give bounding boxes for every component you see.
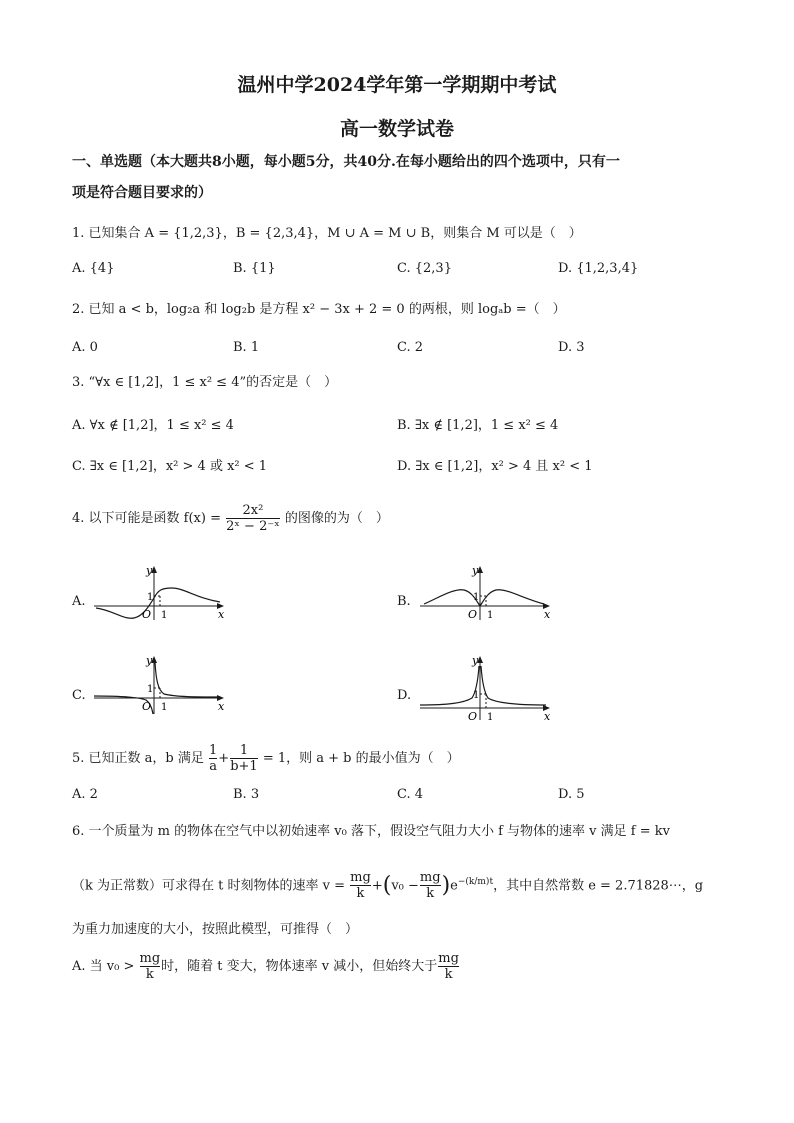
q4-option-b-label: B. bbox=[397, 594, 411, 609]
q6-line2-paren-close: ) bbox=[441, 872, 451, 898]
graph-c-x-label: x bbox=[218, 700, 225, 713]
q4-fraction bbox=[226, 503, 280, 534]
q5-fraction-2 bbox=[230, 743, 258, 774]
graph-d-curve-left bbox=[420, 666, 479, 705]
q6-l2f1-num: mg bbox=[350, 870, 371, 886]
q6-optA-fraction-2 bbox=[438, 951, 459, 982]
graph-c-curve-right bbox=[155, 662, 220, 697]
q5-option-c: C. 4 bbox=[397, 787, 424, 802]
q5-f2-den: b+1 bbox=[230, 759, 258, 774]
q5-stem-pre: 5. 已知正数 a，b 满足 bbox=[72, 751, 204, 766]
q4-option-a-label: A. bbox=[72, 594, 86, 609]
graph-a-x-label: x bbox=[218, 608, 225, 621]
q5-stem-post: = 1，则 a + b 的最小值为（ ） bbox=[262, 751, 460, 766]
q2-stem: 2. 已知 a < b，log₂a 和 log₂b 是方程 x² − 3x + 2 = 0 的两根，则 logₐb =（ ） bbox=[72, 302, 566, 317]
q6-optA-f2-den: k bbox=[444, 967, 453, 982]
q6-line2-pre: （k 为正常数）可求得在 t 时刻物体的速率 v = bbox=[72, 878, 346, 894]
q6-line2-fraction-2 bbox=[420, 870, 441, 901]
graph-d-curve-right bbox=[481, 666, 546, 705]
q5-plus: + bbox=[218, 751, 230, 766]
q5-option-b: B. 3 bbox=[233, 787, 260, 802]
q6-l2f2-num: mg bbox=[419, 870, 441, 886]
graph-d-y-one: 1 bbox=[473, 690, 480, 701]
q6-optA-f-num: mg bbox=[139, 951, 161, 966]
q6-line2-paren-inner: v₀ − bbox=[391, 878, 419, 894]
graph-c-y-one: 1 bbox=[147, 684, 154, 695]
q6-l2f1-den: k bbox=[356, 886, 365, 902]
q4-stem bbox=[72, 502, 389, 536]
q4-frac-num: 2x² bbox=[226, 503, 280, 519]
q5-f1-num: 1 bbox=[209, 743, 218, 758]
q3-option-d: D. ∃x ∈ [1,2]，x² > 4 且 x² < 1 bbox=[397, 459, 593, 474]
graph-b-origin: O bbox=[468, 608, 478, 621]
graph-d-origin: O bbox=[468, 710, 478, 722]
graph-b-x-label: x bbox=[544, 608, 551, 621]
graph-c-x-one: 1 bbox=[161, 702, 168, 713]
q6-line2-exponent: −(k/m)t bbox=[457, 877, 494, 887]
q1-stem: 1. 已知集合 A = {1,2,3}，B = {2,3,4}，M ∪ A = M ∪ B，则集合 M 可以是（ ） bbox=[72, 226, 582, 241]
q3-option-b: B. ∃x ∉ [1,2]，1 ≤ x² ≤ 4 bbox=[397, 418, 559, 433]
graph-a bbox=[92, 560, 232, 622]
graph-d-y-label: y bbox=[472, 654, 479, 667]
q5-stem bbox=[72, 742, 460, 776]
exam-subtitle: 高一数学试卷 bbox=[339, 118, 454, 140]
graph-b-y-one: 1 bbox=[473, 592, 480, 603]
graph-a-y-label: y bbox=[146, 564, 153, 577]
q4-stem-pre: 4. 以下可能是函数 f(x) = bbox=[72, 511, 221, 526]
section-heading-cont: 项是符合题目要求的） bbox=[72, 185, 212, 201]
q4-stem-post: 的图像的为（ ） bbox=[284, 511, 389, 526]
q1-option-c: C. {2,3} bbox=[397, 261, 452, 276]
q6-optA-f2-num: mg bbox=[438, 951, 459, 966]
graph-b bbox=[418, 560, 558, 622]
graph-a-y-one: 1 bbox=[147, 592, 154, 603]
graph-d-x-label: x bbox=[544, 710, 551, 722]
q2-option-a: A. 0 bbox=[72, 340, 98, 355]
graph-c-origin: O bbox=[142, 700, 152, 713]
q6-optA-f-den: k bbox=[145, 967, 154, 982]
q6-optA-post: 时，随着 t 变大，物体速率 v 减小，但始终大于 bbox=[161, 959, 438, 974]
q1-option-a: A. {4} bbox=[72, 261, 115, 276]
q2-option-c: C. 2 bbox=[397, 340, 424, 355]
q6-l2f2-den: k bbox=[426, 886, 435, 902]
q2-option-d: D. 3 bbox=[558, 340, 585, 355]
graph-c bbox=[92, 650, 232, 716]
q5-fraction-1 bbox=[209, 743, 217, 774]
q6-line2-fraction-1 bbox=[350, 870, 371, 901]
graph-b-curve bbox=[424, 590, 544, 606]
q5-f2-num: 1 bbox=[230, 743, 258, 759]
q4-frac-den: 2ˣ − 2⁻ˣ bbox=[226, 519, 280, 534]
graph-a-origin: O bbox=[142, 608, 152, 621]
section-heading: 一、单选题（本大题共8小题，每小题5分，共40分.在每小题给出的四个选项中，只有一 bbox=[72, 154, 620, 170]
graph-a-x-one: 1 bbox=[161, 610, 168, 621]
q3-stem: 3. “∀x ∈ [1,2]，1 ≤ x² ≤ 4”的否定是（ ） bbox=[72, 375, 338, 390]
q4-option-c-label: C. bbox=[72, 688, 86, 703]
q5-option-a: A. 2 bbox=[72, 787, 98, 802]
graph-b-x-one: 1 bbox=[487, 610, 494, 621]
q6-optA-pre: A. 当 v₀ > bbox=[72, 959, 135, 974]
q6-line-3: 为重力加速度的大小，按照此模型，可推得（ ） bbox=[72, 922, 359, 937]
q6-line2-plus: + bbox=[371, 878, 383, 894]
q6-line-2 bbox=[72, 862, 703, 906]
q6-optA-fraction-1 bbox=[140, 951, 161, 982]
q5-f1-den: a bbox=[209, 759, 218, 774]
graph-d-x-one: 1 bbox=[487, 712, 494, 722]
q6-line2-post: ，其中自然常数 e = 2.71828⋯，g bbox=[493, 878, 704, 894]
graph-b-y-label: y bbox=[472, 564, 479, 577]
q6-line-1: 6. 一个质量为 m 的物体在空气中以初始速率 v₀ 落下，假设空气阻力大小 f 与物体的速率 v 满足 f = kv bbox=[72, 824, 670, 839]
q3-option-a: A. ∀x ∉ [1,2]，1 ≤ x² ≤ 4 bbox=[72, 418, 234, 433]
graph-d bbox=[418, 650, 558, 722]
q5-option-d: D. 5 bbox=[558, 787, 585, 802]
q4-option-d-label: D. bbox=[397, 688, 412, 703]
q1-option-b: B. {1} bbox=[233, 261, 276, 276]
graph-c-y-label: y bbox=[146, 654, 153, 667]
q2-option-b: B. 1 bbox=[233, 340, 260, 355]
exam-title: 温州中学2024学年第一学期期中考试 bbox=[237, 74, 557, 96]
q3-option-c: C. ∃x ∈ [1,2]，x² > 4 或 x² < 1 bbox=[72, 459, 268, 474]
q1-option-d: D. {1,2,3,4} bbox=[558, 261, 639, 276]
q6-line2-paren-open: ( bbox=[382, 872, 392, 898]
q6-option-a bbox=[72, 950, 460, 984]
graph-a-curve bbox=[96, 588, 220, 618]
q6-line2-exp-base: e bbox=[450, 878, 458, 894]
